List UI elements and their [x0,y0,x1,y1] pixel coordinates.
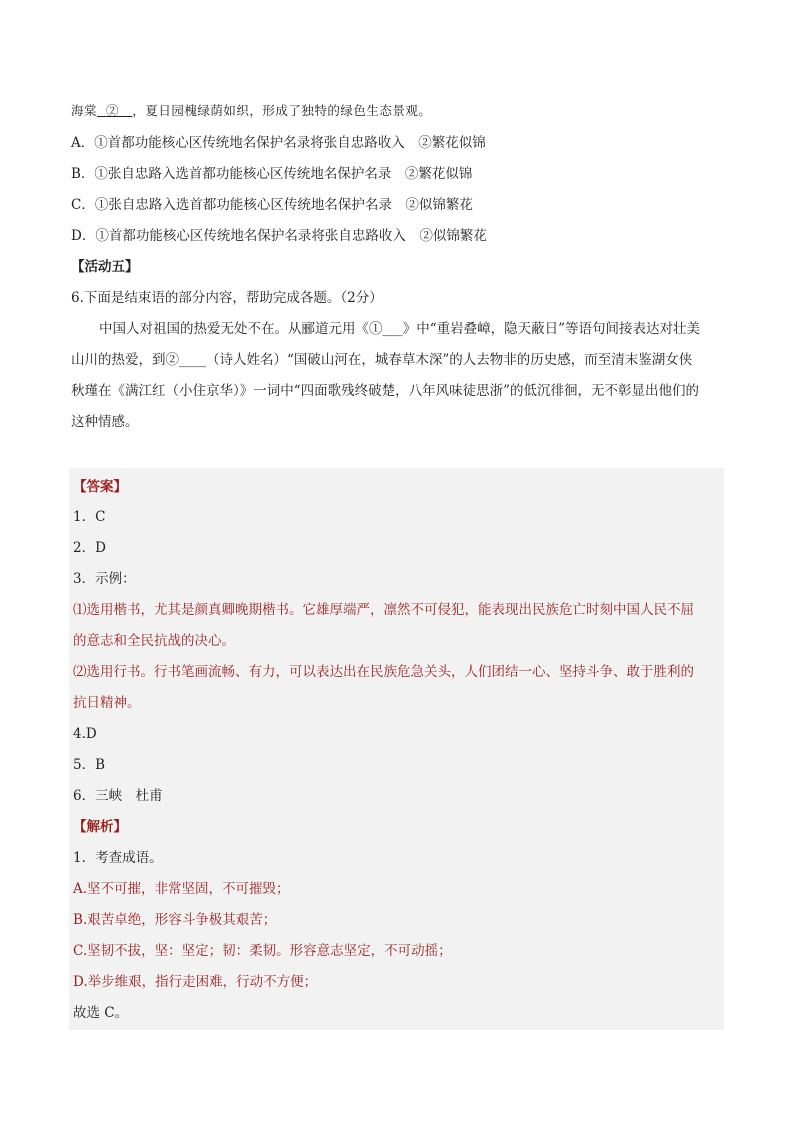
paragraph-line: 秋瑾在《满江红（小住京华）》一词中“四面歌残终破楚，八年风味徒思浙”的低沉徘徊，无不彰显出他们的 [71,383,700,399]
text-segment: 海棠 [71,103,98,118]
option-c: C．①张自忠路入选首都功能核心区传统地名保护名录 ②似锦繁花 [71,197,473,213]
question-6-stem: 6.下面是结束语的部分内容，帮助完成各题。（2分） [71,290,383,306]
answer-item: 4.D [73,726,97,742]
activity-heading: 【活动五】 [71,259,139,275]
option-b: B．①张自忠路入选首都功能核心区传统地名保护名录 ②繁花似锦 [71,166,473,182]
answer-item: 3．示例： [73,571,136,587]
answer-heading: 【答案】 [73,479,127,495]
paragraph-line: 这种情感。 [71,414,139,430]
option-d: D．①首都功能核心区传统地名保护名录将张自忠路收入 ②似锦繁花 [71,228,487,244]
answer-item: 5．B [73,757,106,773]
answer-item: 6．三峡 杜甫 [73,788,163,804]
analysis-line: C.坚韧不拔，坚：坚定；韧：柔韧。形容意志坚定，不可动摇； [73,943,452,959]
question-continuation-line [71,101,431,121]
answer-example-line: ⑵选用行书。行书笔画流畅、有力，可以表达出在民族危急关头，人们团结一心、坚持斗争、敢于胜利的 [73,664,694,680]
answer-example-line: 抗日精神。 [73,695,141,711]
analysis-heading: 【解析】 [73,819,127,835]
analysis-line: B.艰苦卓绝，形容斗争极其艰苦； [73,912,277,928]
option-a: A．①首都功能核心区传统地名保护名录将张自忠路收入 ②繁花似锦 [71,135,486,151]
analysis-line: 1．考查成语。 [73,850,163,866]
answer-example-line: ⑴选用楷书，尤其是颜真卿晚期楷书。它雄厚端严，凛然不可侵犯，能表现出民族危亡时刻中国人民不屈 [73,602,694,618]
answer-item: 2．D [73,540,106,556]
analysis-line: 故选 C。 [73,1005,129,1021]
answer-item: 1．C [73,509,106,525]
paragraph-line: 中国人对祖国的热爱无处不在。从郦道元用《①___》中“重岩叠嶂，隐天蔽日”等语句间接表达对壮美 [99,321,701,337]
answer-example-line: 的意志和全民抗战的决心。 [73,633,235,649]
text-segment: ，夏日园槐绿荫如织，形成了独特的绿色生态景观。 [132,103,432,118]
analysis-line: A.坚不可摧，非常坚固，不可摧毁； [73,881,290,897]
blank-2: ② [105,103,119,118]
analysis-line: D.举步维艰，指行走困难，行动不方便； [73,974,318,990]
paragraph-line: 山川的热爱，到②____（诗人姓名）“国破山河在，城春草木深”的人去物非的历史感，而至清末鉴湖女侠 [71,352,693,368]
